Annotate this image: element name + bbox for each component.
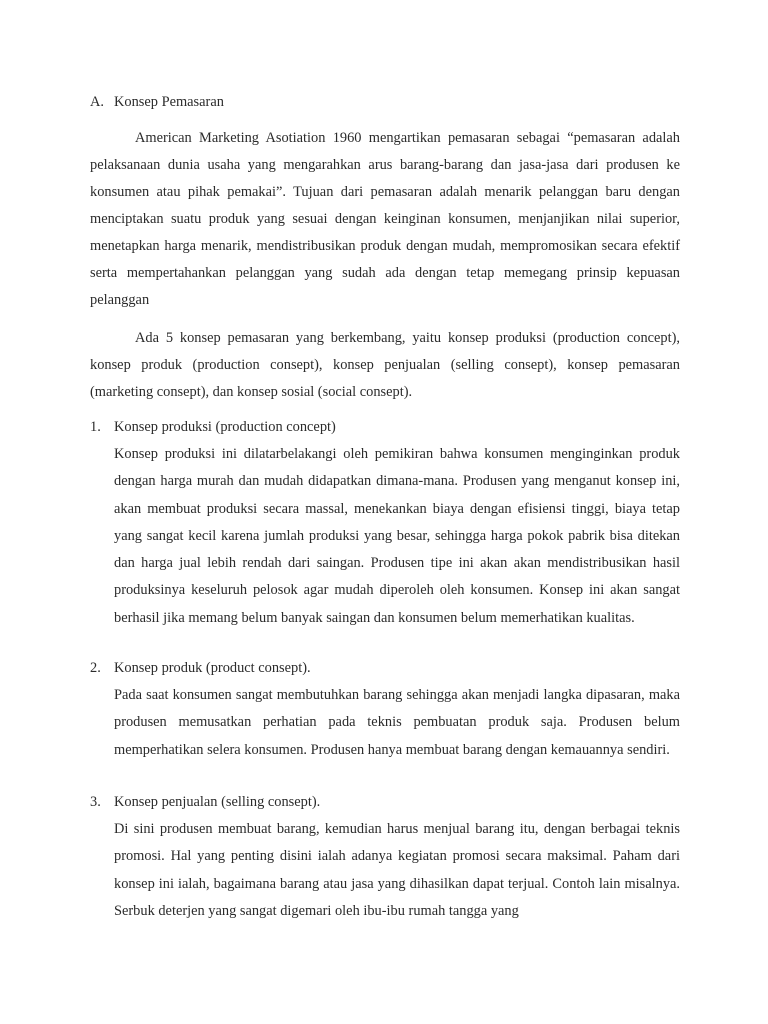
section-letter: A. <box>90 94 104 110</box>
paragraph-five-concepts: Ada 5 konsep pemasaran yang berkembang, yaitu konsep produksi (production concept), konsep produk (production consept), konsep penjualan (selling consept), konsep pemasaran (marketing consept), dan konsep sosial (social consept). <box>90 330 680 400</box>
list-item-title: Konsep produksi (production concept) <box>114 419 336 435</box>
list-number: 1. <box>90 419 101 435</box>
list-item-title: Konsep penjualan (selling consept). <box>114 794 321 810</box>
list-item <box>90 414 680 632</box>
list-item-body: Di sini produsen membuat barang, kemudian harus menjual barang itu, dengan berbagai teknis promosi. Hal yang penting disini ialah adanya kegiatan promosi secara maksimal. Paham dari konsep ini ialah, bagaimana barang atau jasa yang dihasilkan dapat terjual. Contoh lain misalnya. Serbuk deterjen yang sangat digemari oleh ibu-ibu rumah tangga yang <box>114 821 680 919</box>
list-item-body: Konsep produksi ini dilatarbelakangi oleh pemikiran bahwa konsumen menginginkan produk dengan harga murah dan mudah didapatkan dimana-mana. Produsen yang menganut konsep ini, akan membuat produksi secara massal, menekankan biaya dengan efisiensi tinggi, biaya tetap yang sangat kecil karena jumlah produksi yang besar, sehingga harga pokok pabrik bisa ditekan dan harga jual lebih rendah dari saingan. Produsen tipe ini akan akan mendistribusikan hasil produksinya keseluruh pelosok agar mudah diperoleh oleh konsumen. Konsep ini akan sangat berhasil jika memang belum banyak saingan dan konsumen belum memerhatikan kualitas. <box>114 446 680 626</box>
paragraph-definition: American Marketing Asotiation 1960 mengartikan pemasaran sebagai “pemasaran adalah pelaksanaan dunia usaha yang mengarahkan arus barang-barang dan jasa-jasa dari produsen ke konsumen atau pihak pemakai”. Tujuan dari pemasaran adalah menarik pelanggan baru dengan menciptakan suatu produk yang sesuai dengan keinginan konsumen, menjanjikan nilai superior, menetapkan harga menarik, mendistribusikan produk dengan mudah, mempromosikan secara efektif serta mempertahankan pelanggan yang sudah ada dengan tetap memegang prinsip kepuasan pelanggan <box>90 130 680 308</box>
section-heading <box>90 92 224 112</box>
list-number: 2. <box>90 660 101 676</box>
list-item <box>90 789 680 925</box>
list-item-body: Pada saat konsumen sangat membutuhkan barang sehingga akan menjadi langka dipasaran, maka produsen memusatkan perhatian pada teknis pembuatan produk saja. Produsen belum memperhatikan selera konsumen. Produsen hanya membuat barang dengan kemauannya sendiri. <box>114 687 680 758</box>
list-item <box>90 655 680 764</box>
list-number: 3. <box>90 794 101 810</box>
section-title: Konsep Pemasaran <box>114 94 224 110</box>
list-item-title: Konsep produk (product consept). <box>114 660 311 676</box>
